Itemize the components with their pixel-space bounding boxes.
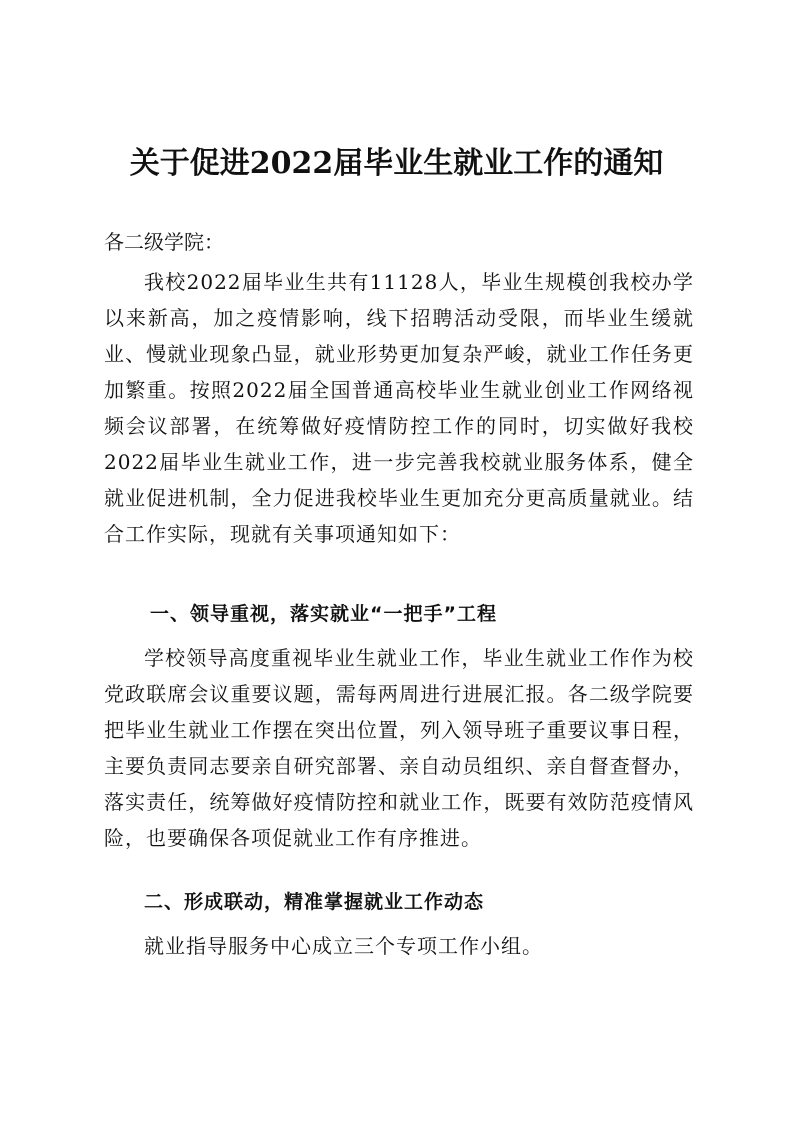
paragraph-section-2: 就业指导服务中心成立三个专项工作小组。 [144,934,543,958]
salutation: 各二级学院： [104,230,224,254]
section-heading-2: 二、形成联动，精准掌握就业工作动态 [144,891,485,913]
paragraph-intro: 我校2022届毕业生共有11128人，毕业生规模创我校办学以来新高，加之疫情影响，线下招聘活动受限，而毕业生缓就业、慢就业现象凸显，就业形势更加复杂严峻，就业工作任务更加繁重。按照2022届全国普通高校毕业生就业创业工作网络视频会议部署，在统筹做好疫情防控工作的同时，切实做好我校2022届毕业生就业工作，进一步完善我校就业服务体系，健全就业促进机制，全力促进我校毕业生更加充分更高质量就业。结合工作实际，现就有关事项通知如下： [104,270,694,546]
paragraph-section-1: 学校领导高度重视毕业生就业工作，毕业生就业工作作为校党政联席会议重要议题，需每两周进行进展汇报。各二级学院要把毕业生就业工作摆在突出位置，列入领导班子重要议事日程，主要负责同志要亲自研究部署、亲自动员组织、亲自督查督办，落实责任，统筹做好疫情防控和就业工作，既要有效防范疫情风险，也要确保各项促就业工作有序推进。 [104,646,694,850]
section-heading-1: 一、领导重视，落实就业“一把手”工程 [150,603,497,625]
document-title: 关于促进2022届毕业生就业工作的通知 [129,146,664,181]
